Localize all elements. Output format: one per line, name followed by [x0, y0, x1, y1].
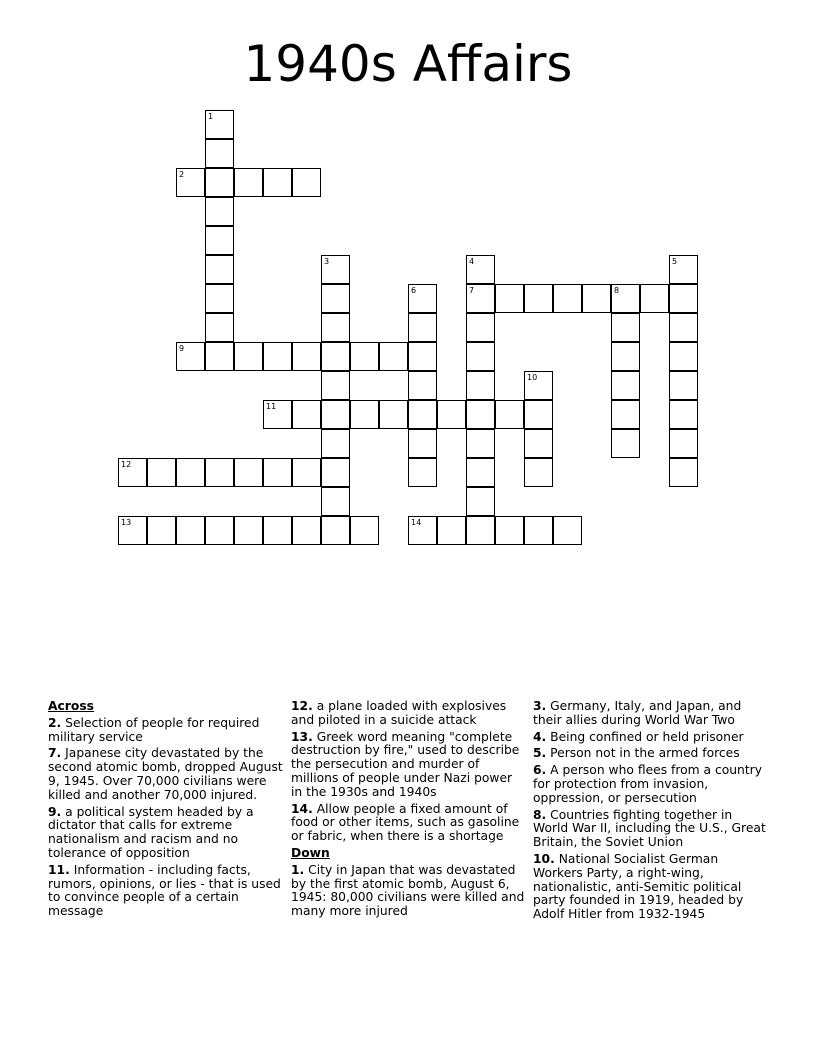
grid-cell[interactable]	[669, 429, 698, 458]
grid-cell[interactable]	[263, 516, 292, 545]
clue-number: 14	[411, 518, 422, 527]
clue-number: 2	[179, 170, 185, 179]
clue-number: 13	[121, 518, 132, 527]
grid-cell[interactable]	[669, 255, 698, 284]
grid-cell[interactable]	[408, 371, 437, 400]
down-heading: Down	[291, 845, 330, 860]
grid-cell[interactable]	[408, 429, 437, 458]
grid-cell[interactable]	[205, 139, 234, 168]
grid-cell[interactable]	[669, 371, 698, 400]
clue-across-2: 2. Selection of people for required military service	[48, 715, 260, 744]
grid-cell[interactable]	[321, 458, 350, 487]
grid-cell[interactable]	[205, 168, 234, 197]
grid-cell[interactable]	[205, 110, 234, 139]
grid-cell[interactable]	[669, 313, 698, 342]
clue-down-4: 4. Being confined or held prisoner	[533, 729, 744, 744]
grid-cell[interactable]	[321, 429, 350, 458]
grid-cell[interactable]	[205, 226, 234, 255]
grid-cell[interactable]	[379, 400, 408, 429]
grid-cell[interactable]	[176, 458, 205, 487]
clue-number: 8	[614, 286, 620, 295]
grid-cell[interactable]	[524, 458, 553, 487]
grid-cell[interactable]	[205, 197, 234, 226]
clue-down-5: 5. Person not in the armed forces	[533, 746, 740, 761]
grid-cell[interactable]	[321, 371, 350, 400]
grid-cell[interactable]	[466, 342, 495, 371]
grid-cell[interactable]	[234, 168, 263, 197]
grid-cell[interactable]	[408, 516, 437, 545]
clue-number: 1	[208, 112, 214, 121]
grid-cell[interactable]	[495, 516, 524, 545]
grid-cell[interactable]	[350, 342, 379, 371]
clue-number: 7	[469, 286, 475, 295]
clue-number: 10	[527, 373, 538, 382]
grid-cell[interactable]	[263, 458, 292, 487]
grid-cell[interactable]	[466, 487, 495, 516]
grid-cell[interactable]	[147, 458, 176, 487]
clue-down-3: 3. Germany, Italy, and Japan, and their allies during World War Two	[533, 699, 742, 727]
grid-cell[interactable]	[321, 255, 350, 284]
grid-cell[interactable]	[495, 284, 524, 313]
clue-number: 5	[672, 257, 678, 266]
grid-cell[interactable]	[118, 516, 147, 545]
grid-cell[interactable]	[408, 342, 437, 371]
grid-cell[interactable]	[292, 458, 321, 487]
grid-cell[interactable]	[437, 516, 466, 545]
grid-cell[interactable]	[263, 400, 292, 429]
grid-cell[interactable]	[466, 371, 495, 400]
grid-cell[interactable]	[147, 516, 176, 545]
grid-cell[interactable]	[408, 400, 437, 429]
grid-cell[interactable]	[611, 429, 640, 458]
clue-number: 6	[411, 286, 417, 295]
grid-cell[interactable]	[524, 284, 553, 313]
grid-cell[interactable]	[553, 516, 582, 545]
grid-cell[interactable]	[437, 400, 466, 429]
grid-cell[interactable]	[205, 342, 234, 371]
grid-cell[interactable]	[553, 284, 582, 313]
grid-cell[interactable]	[611, 284, 640, 313]
grid-cell[interactable]	[263, 168, 292, 197]
clue-number: 12	[121, 460, 132, 469]
grid-cell[interactable]	[321, 516, 350, 545]
clue-across-14: 14. Allow people a fixed amount of food or other items, such as gasoline or fabric, when there is a shortage	[291, 801, 520, 844]
clue-number: 4	[469, 257, 475, 266]
grid-cell[interactable]	[640, 284, 669, 313]
grid-cell[interactable]	[466, 429, 495, 458]
grid-cell[interactable]	[321, 342, 350, 371]
grid-cell[interactable]	[669, 458, 698, 487]
grid-cell[interactable]	[524, 400, 553, 429]
clue-down-1: 1. City in Japan that was devastated by the first atomic bomb, August 6, 1945: 80,000 civilians were killed and many more injured	[291, 862, 525, 919]
grid-cell[interactable]	[234, 458, 263, 487]
clue-number: 11	[266, 402, 277, 411]
clues-column-1	[48, 700, 284, 922]
clue-down-8: 8. Countries fighting together in World War II, including the U.S., Great Britain, the Soviet Union	[533, 807, 766, 850]
grid-cell[interactable]	[350, 516, 379, 545]
grid-cell[interactable]	[176, 342, 205, 371]
grid-cell[interactable]	[292, 400, 321, 429]
clue-number: 9	[179, 344, 185, 353]
grid-cell[interactable]	[466, 313, 495, 342]
clue-across-9: 9. a political system headed by a dictator that calls for extreme nationalism and racism and no tolerance of opposition	[48, 804, 254, 860]
grid-cell[interactable]	[176, 168, 205, 197]
grid-cell[interactable]	[321, 313, 350, 342]
grid-cell[interactable]	[524, 429, 553, 458]
grid-cell[interactable]	[263, 342, 292, 371]
grid-cell[interactable]	[611, 371, 640, 400]
grid-cell[interactable]	[408, 313, 437, 342]
grid-cell[interactable]	[321, 400, 350, 429]
grid-cell[interactable]	[669, 342, 698, 371]
grid-cell[interactable]	[205, 516, 234, 545]
clue-across-7: 7. Japanese city devastated by the second atomic bomb, dropped August 9, 1945. Over 70,000 civilians were killed and another 70,000 injured.	[48, 746, 283, 802]
grid-cell[interactable]	[466, 516, 495, 545]
puzzle-title: 1940s Affairs	[243, 35, 573, 93]
grid-cell[interactable]	[495, 400, 524, 429]
grid-cell[interactable]	[408, 458, 437, 487]
grid-cell[interactable]	[234, 516, 263, 545]
clues-column-3	[533, 700, 769, 925]
grid-cell[interactable]	[350, 400, 379, 429]
grid-cell[interactable]	[611, 342, 640, 371]
grid-cell[interactable]	[205, 313, 234, 342]
clue-down-6: 6. A person who flees from a country for protection from invasion, oppression, or persecution	[533, 763, 763, 805]
grid-cell[interactable]	[176, 516, 205, 545]
grid-cell[interactable]	[611, 313, 640, 342]
grid-cell[interactable]	[205, 284, 234, 313]
grid-cell[interactable]	[466, 255, 495, 284]
grid-cell[interactable]	[524, 371, 553, 400]
grid-cell[interactable]	[292, 342, 321, 371]
grid-cell[interactable]	[466, 284, 495, 313]
clue-number: 3	[324, 257, 330, 266]
grid-cell[interactable]	[466, 400, 495, 429]
grid-cell[interactable]	[466, 458, 495, 487]
grid-cell[interactable]	[205, 458, 234, 487]
grid-cell[interactable]	[321, 284, 350, 313]
grid-cell[interactable]	[292, 516, 321, 545]
clue-down-10: 10. National Socialist German Workers Party, a right-wing, nationalistic, anti-Semitic political party founded in 1919, headed by Adolf Hitler from 1932-1945	[533, 851, 744, 922]
grid-cell[interactable]	[582, 284, 611, 313]
grid-cell[interactable]	[234, 342, 263, 371]
grid-cell[interactable]	[321, 487, 350, 516]
grid-cell[interactable]	[669, 284, 698, 313]
clue-across-13: 13. Greek word meaning "complete destruction by fire," used to describe the persecution and murder of millions of people under Nazi power in the 1930s and 1940s	[291, 729, 520, 799]
grid-cell[interactable]	[379, 342, 408, 371]
grid-cell[interactable]	[669, 400, 698, 429]
grid-cell[interactable]	[524, 516, 553, 545]
grid-cell[interactable]	[408, 284, 437, 313]
clue-across-11: 11. Information - including facts, rumors, opinions, or lies - that is used to convince people of a certain message	[48, 862, 281, 919]
across-heading: Across	[48, 699, 94, 713]
grid-cell[interactable]	[292, 168, 321, 197]
clues-column-2	[291, 700, 525, 922]
clue-across-12: 12. a plane loaded with explosives and piloted in a suicide attack	[291, 699, 507, 727]
grid-cell[interactable]	[205, 255, 234, 284]
grid-cell[interactable]	[118, 458, 147, 487]
grid-cell[interactable]	[611, 400, 640, 429]
